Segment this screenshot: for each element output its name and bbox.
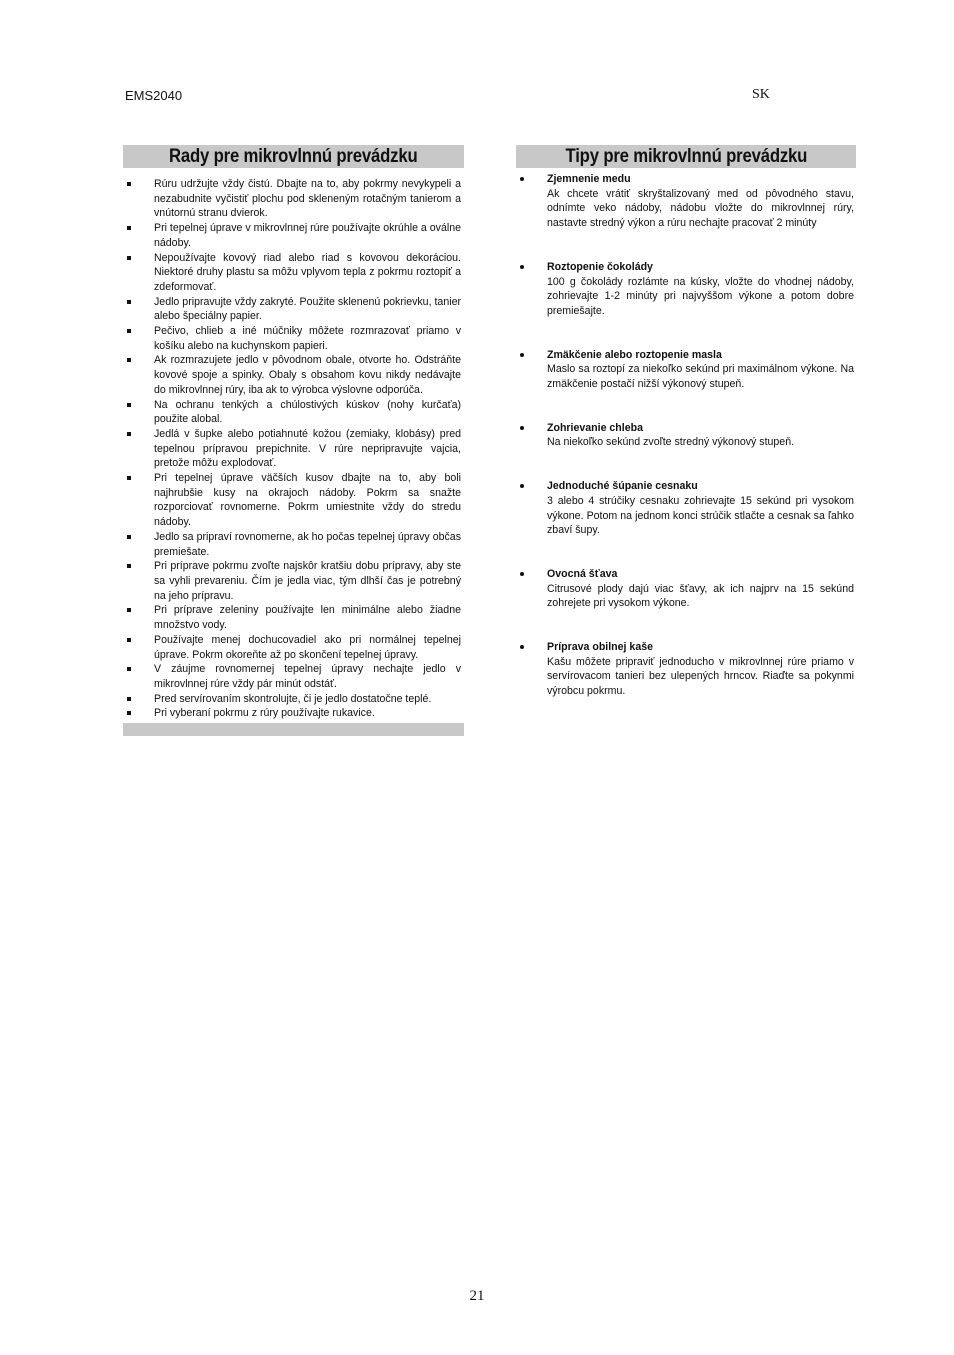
tip-heading: Zjemnenie medu xyxy=(547,173,631,185)
advice-item: Pri príprave pokrmu zvoľte najskôr kratšiu dobu prípravy, aby ste sa vyhli prevareniu. Čím je jedla viac, tým dlhší čas je potrebný na jeho prípravu. xyxy=(123,559,464,603)
advice-item: Pri tepelnej úprave v mikrovlnnej rúre používajte okrúhle a oválne nádoby. xyxy=(123,221,464,250)
advice-item: V záujme rovnomernej tepelnej úpravy nechajte jedlo v mikrovlnnej rúre vždy pár minút odstáť. xyxy=(123,662,464,691)
advice-item: Jedlo sa pripraví rovnomerne, ak ho počas tepelnej úpravy občas premiešate. xyxy=(123,530,464,559)
tip-item xyxy=(516,640,856,699)
tip-item xyxy=(516,567,856,611)
tip-heading: Zmäkčenie alebo roztopenie masla xyxy=(547,348,722,361)
tip-body: Na niekoľko sekúnd zvoľte stredný výkonový stupeň. xyxy=(547,436,795,449)
advice-list xyxy=(123,177,464,721)
page-number: 21 xyxy=(469,1288,485,1304)
tip-body: Maslo sa roztopí za niekoľko sekúnd pri maximálnom výkone. Na zmäkčenie postačí nižší výkonový stupeň. xyxy=(547,363,854,391)
advice-item: Jedlá v šupke alebo potiahnuté kožou (zemiaky, klobásy) pred tepelnou prípravou prepichnite. V rúre nepripravujte vajcia, pretože môžu explodovať. xyxy=(123,427,464,471)
tip-item xyxy=(516,479,856,538)
advice-item: Nepoužívajte kovový riad alebo riad s kovovou dekoráciou. Niektoré druhy plastu sa môžu vplyvom tepla z pokrmu roztopiť a zdeformovať. xyxy=(123,251,464,295)
tip-item xyxy=(516,348,856,392)
left-section-title-text: Rady pre mikrovlnnú prevádzku xyxy=(169,146,418,167)
tip-item xyxy=(516,421,856,450)
tip-heading: Zohrievanie chleba xyxy=(547,421,643,434)
advice-item: Používajte menej dochucovadiel ako pri normálnej tepelnej úprave. Pokrm okoreňte až po skončení tepelnej úpravy. xyxy=(123,633,464,662)
left-section-bottom-bar xyxy=(123,723,464,736)
tip-heading: Ovocná šťava xyxy=(547,567,618,580)
advice-item: Ak rozmrazujete jedlo v pôvodnom obale, otvorte ho. Odstráňte kovové spoje a spinky. Obaly s obsahom kovu nikdy nedávajte do mikrovlnnej rúry, iba ak to výrobca výslovne odporúča. xyxy=(123,353,464,397)
advice-item: Jedlo pripravujte vždy zakryté. Použite sklenenú pokrievku, tanier alebo špeciálny papier. xyxy=(123,295,464,324)
tip-item xyxy=(516,172,856,231)
tips-list xyxy=(516,172,856,728)
tip-body: Ak chcete vrátiť skryštalizovaný med od pôvodného stavu, odnímte veko nádoby, nádobu vložte do mikrovlnnej rúry, nastavte stredný výkon a rúru nechajte pracovať 2 minúty xyxy=(547,187,854,230)
tip-body: 100 g čokolády rozlámte na kúsky, vložte do vhodnej nádoby, zohrievajte 1-2 minúty pri najvyššom výkone a potom dobre premiešajte. xyxy=(547,275,854,317)
tip-heading: Príprava obilnej kaše xyxy=(547,641,653,654)
right-section-title-text: Tipy pre mikrovlnnú prevádzku xyxy=(565,146,807,167)
left-section-title xyxy=(123,145,464,168)
advice-item: Pečivo, chlieb a iné múčniky môžete rozmrazovať priamo v košíku alebo na kuchynskom papieri. xyxy=(123,324,464,353)
advice-item: Pri vyberaní pokrmu z rúry používajte rukavice. xyxy=(123,706,464,721)
right-section-title xyxy=(516,145,856,168)
tip-item xyxy=(516,260,856,319)
tip-heading: Jednoduché šúpanie cesnaku xyxy=(547,480,698,493)
advice-item: Pred servírovaním skontrolujte, či je jedlo dostatočne teplé. xyxy=(123,692,464,707)
tip-body: Citrusové plody dajú viac šťavy, ak ich najprv na 15 sekúnd zohrejete pri vysokom výkone. xyxy=(547,582,854,610)
advice-item: Pri tepelnej úprave väčších kusov dbajte na to, aby boli najhrubšie kusy na okrajoch nádoby. Pokrm sa snažte rozporciovať rovnomerne. Pokrm umiestnite vždy do stredu nádoby. xyxy=(123,471,464,530)
advice-item: Pri príprave zeleniny používajte len minimálne alebo žiadne množstvo vody. xyxy=(123,603,464,632)
advice-item: Na ochranu tenkých a chúlostivých kúskov (nohy kurčaťa) použite alobal. xyxy=(123,398,464,427)
language-code: SK xyxy=(752,87,770,102)
model-number: EMS2040 xyxy=(125,88,183,103)
tip-heading: Roztopenie čokolády xyxy=(547,260,653,273)
tip-body: Kašu môžete pripraviť jednoducho v mikrovlnnej rúre priamo v servírovacom tanieri bez ulepených hrncov. Riaďte sa pokynmi výrobcu pokrmu. xyxy=(547,655,854,698)
tip-body: 3 alebo 4 strúčiky cesnaku zohrievajte 15 sekúnd pri vysokom výkone. Potom na jednom konci strúčik stlačte a cesnak sa ľahko zbaví šupy. xyxy=(547,494,854,537)
advice-item: Rúru udržujte vždy čistú. Dbajte na to, aby pokrmy nevykypeli a nezabudnite vyčistiť plochu pod skleneným rotačným tanierom a vnútornú stranu dvierok. xyxy=(123,177,464,221)
